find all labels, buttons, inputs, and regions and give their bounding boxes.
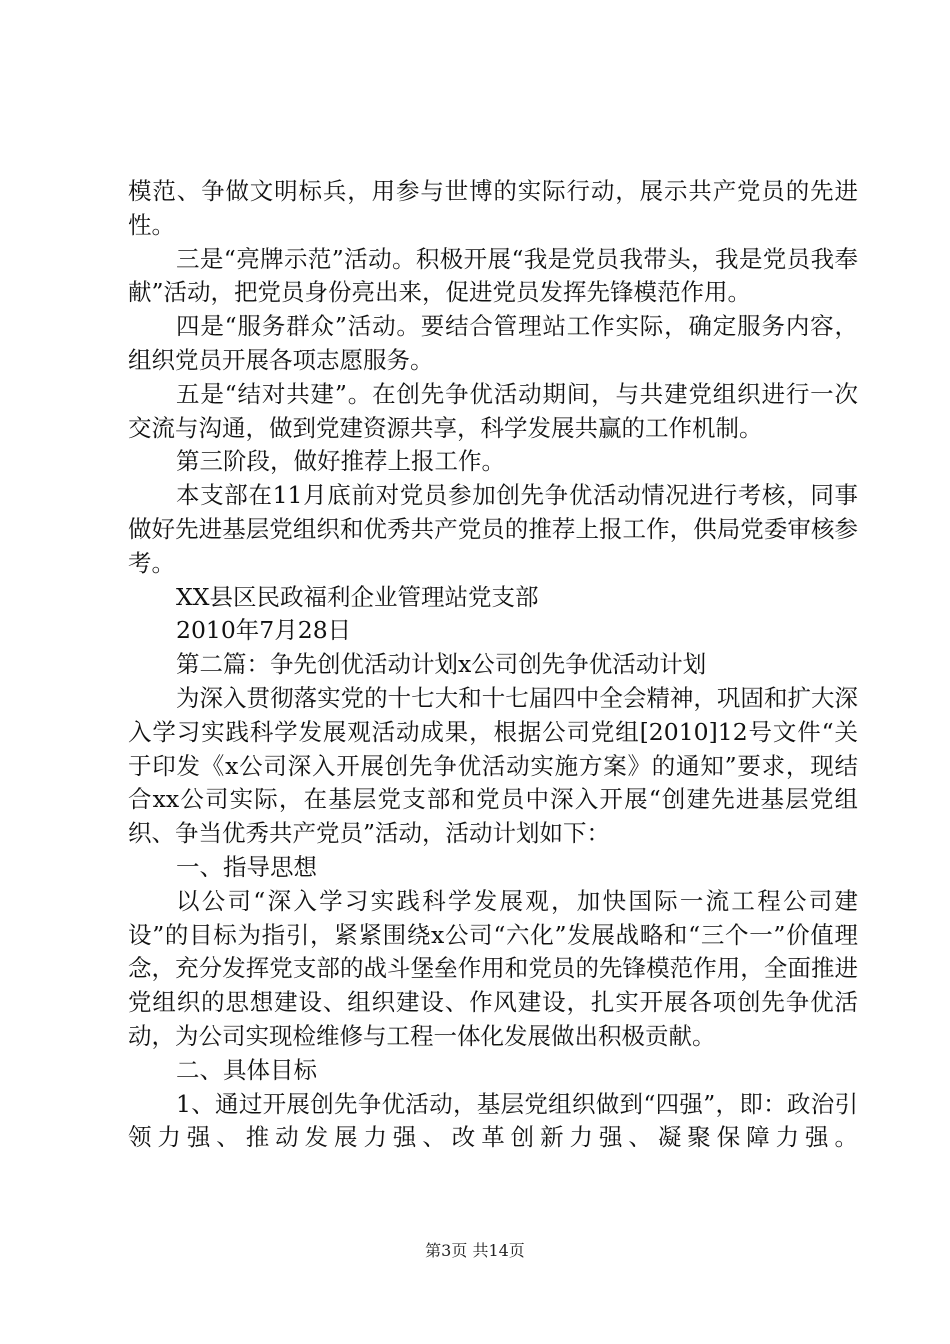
- paragraph: 四是“服务群众”活动。要结合管理站工作实际，确定服务内容，组织党员开展各项志愿服务。: [128, 312, 858, 374]
- paragraph: 一、指导思想: [176, 852, 317, 881]
- paragraph: 1、通过开展创先争优活动，基层党组织做到“四强”，即：政治引领力强、推动发展力强、改革创新力强、凝聚保障力强。: [128, 1089, 858, 1152]
- paragraph: 三是“亮牌示范”活动。积极开展“我是党员我带头，我是党员我奉献”活动，把党员身份亮出来，促进党员发挥先锋模范作用。: [128, 244, 858, 307]
- page-footer: 第3页 共14页: [425, 1241, 525, 1260]
- paragraph: 以公司“深入学习实践科学发展观，加快国际一流工程公司建设”的目标为指引，紧紧围绕x公司“六化”发展战略和“三个一”价值理念，充分发挥党支部的战斗堡垒作用和党员的先锋模范作用，全面推进党组织的思想建设、组织建设、作风建设，扎实开展各项创先争优活动，为公司实现检维修与工程一体化发展做出积极贡献。: [128, 886, 858, 1050]
- document-body: [128, 175, 858, 1155]
- paragraph: 本支部在11月底前对党员参加创先争优活动情况进行考核，同事做好先进基层党组织和优秀共产党员的推荐上报工作，供局党委审核参考。: [128, 481, 858, 577]
- paragraph: 为深入贯彻落实党的十七大和十七届四中全会精神，巩固和扩大深入学习实践科学发展观活动成果，根据公司党组[2010]12号文件“关于印发《x公司深入开展创先争优活动实施方案》的通知”要求，现结合xx公司实际，在基层党支部和党员中深入开展“创建先进基层党组织、争当优秀共产党员”活动，活动计划如下：: [128, 683, 858, 848]
- paragraph: 第三阶段，做好推荐上报工作。: [176, 447, 505, 476]
- paragraph: XX县区民政福利企业管理站党支部: [176, 582, 539, 611]
- paragraph: 五是“结对共建”。在创先争优活动期间，与共建党组织进行一次交流与沟通，做到党建资源共享，科学发展共赢的工作机制。: [128, 379, 858, 442]
- paragraph: 2010年7月28日: [176, 616, 352, 645]
- paragraph: 模范、争做文明标兵，用参与世博的实际行动，展示共产党员的先进性。: [128, 177, 858, 239]
- paragraph: 二、具体目标: [176, 1055, 317, 1084]
- paragraph: 第二篇：争先创优活动计划x公司创先争优活动计划: [176, 650, 707, 679]
